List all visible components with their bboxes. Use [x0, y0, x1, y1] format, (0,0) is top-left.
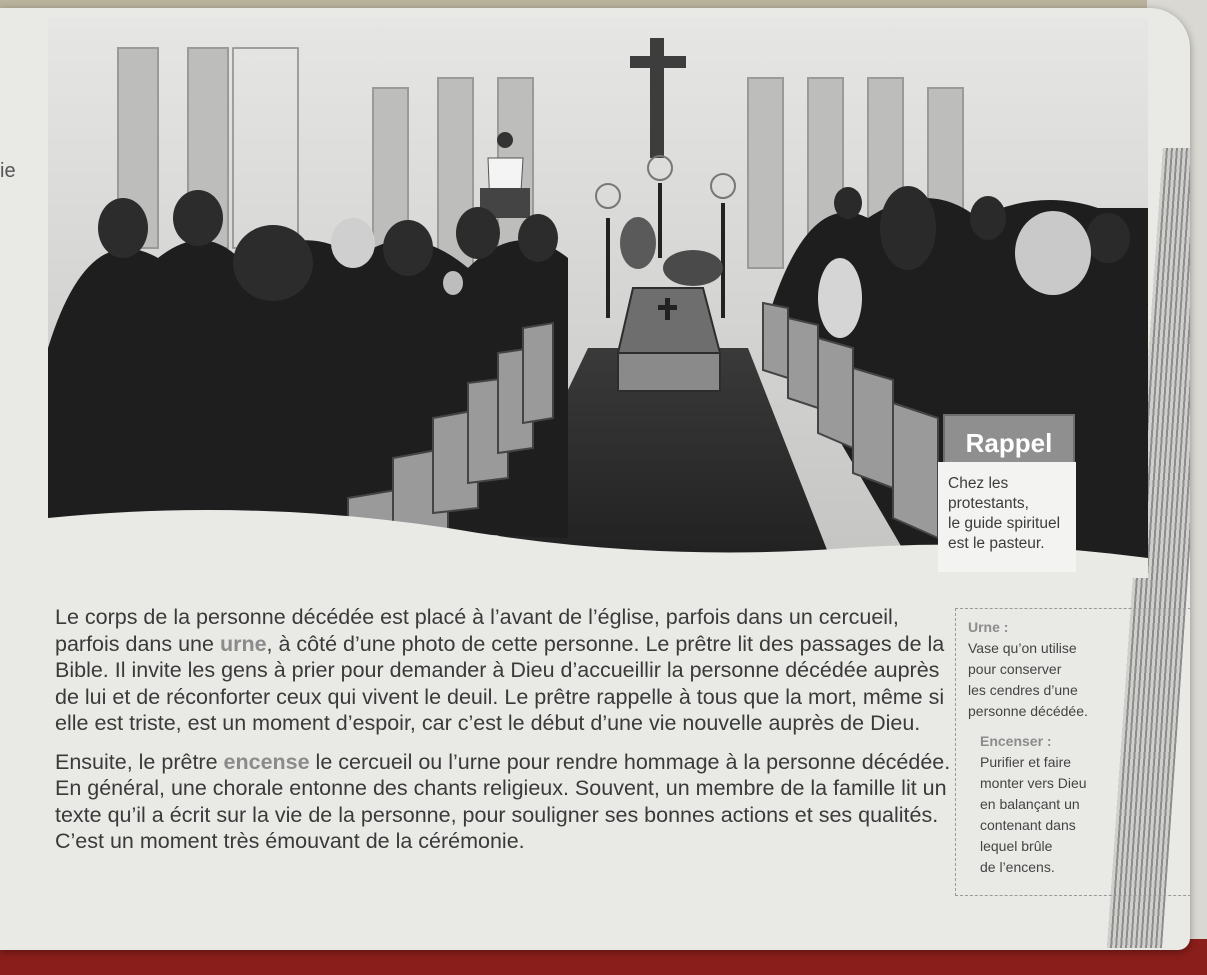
glossary-term: Urne : — [968, 619, 1009, 635]
glossary-box — [955, 608, 1190, 896]
rappel-title: Rappel — [943, 414, 1075, 474]
paragraph-ceremony — [55, 749, 960, 855]
paragraph-text: Ensuite, le prêtre — [55, 749, 224, 774]
glossary-line: monter vers Dieu — [980, 775, 1087, 791]
paragraph-text: le cercueil ou l’urne pour rendre hommage à la personne décédée. En général, une chorale entonne des chants religieux. Souvent, un membre de la famille lit un texte qu’il a écrit sur la vie de la personne, pour souligner ses bonnes actions et ses qualités. C’est un moment très émouvant de la cérémonie. — [55, 749, 951, 853]
glossary-line: Purifier et faire — [980, 754, 1072, 770]
rappel-line: Chez les — [948, 475, 1009, 492]
glossary-entry-urne — [968, 617, 1088, 722]
glossary-line: lequel brûle — [980, 838, 1053, 854]
glossary-entry-encenser — [980, 731, 1087, 878]
rappel-line: est le pasteur. — [948, 535, 1045, 552]
glossary-line: les cendres d’une — [968, 682, 1078, 698]
main-text — [55, 604, 960, 855]
rappel-line: le guide spirituel — [948, 515, 1061, 532]
glossary-term-urne: urne — [219, 631, 267, 656]
margin-text-fragment: ie — [0, 160, 16, 182]
glossary-line: de l’encens. — [980, 859, 1055, 875]
paragraph-text: Le corps de la personne décédée est placé à l’avant de l’église, parfois dans un cercueil, parfois dans une — [55, 605, 899, 656]
glossary-line: Vase qu’on utilise — [968, 640, 1077, 656]
paragraph-text: , à côté d’une photo de cette personne. Le prêtre lit des passages de la Bible. Il invite les gens à prier pour demander à Dieu d’accueillir la personne décédée auprès de lui et de réconforter ceux qui vivent le deuil. Le prêtre rappelle à tous que la mort, même si elle est triste, est un moment d’espoir, car c’est le début d’une vie nouvelle auprès de Dieu. — [55, 631, 945, 735]
rappel-callout — [938, 414, 1090, 580]
glossary-line: pour conserver — [968, 661, 1062, 677]
rappel-text — [938, 462, 1076, 572]
glossary-line: en balançant un — [980, 796, 1080, 812]
glossary-term-encense: encense — [223, 749, 310, 774]
rappel-line: protestants, — [948, 495, 1029, 512]
glossary-line: personne décédée. — [968, 703, 1088, 719]
glossary-line: contenant dans — [980, 817, 1076, 833]
book-page — [0, 8, 1190, 950]
paragraph-funeral-body — [55, 604, 960, 737]
glossary-term: Encenser : — [980, 733, 1052, 749]
